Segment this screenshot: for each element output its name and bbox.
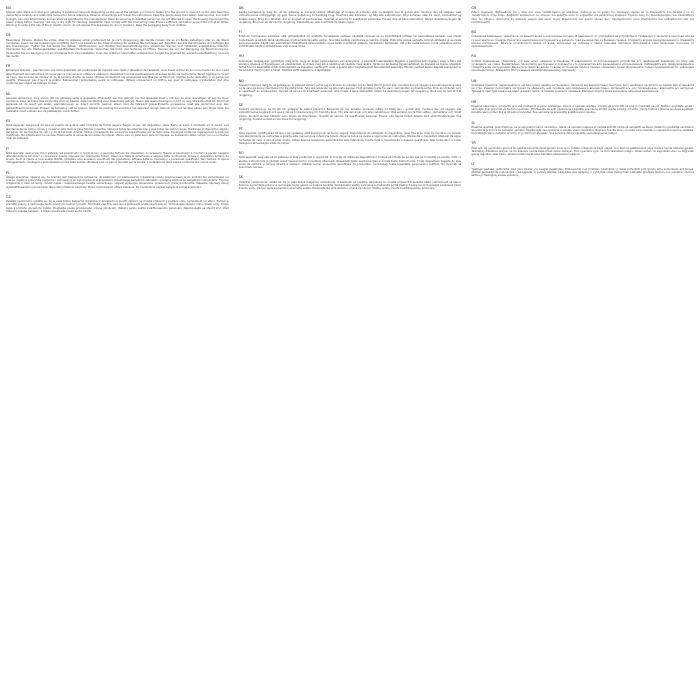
language-section	[471, 162, 694, 177]
section-text: Särskild anmärkning: Se till att din gateway är säkert placerad. Beroende på hur enheten används måste du fästa den i golvet eller montera den på väggen. Läs instruktionerna noggrant och spara denna bruksanvisning för framtida bruk. Följ alla varningar och alla instruktioner. Håll enheten borta från vatten, värmekällor och direkt solljus. Använd endast tillbehör som anges av tillverkaren. Överlåt all service till kvalificerad personal. Försök inte öppna höljet. Koppla bort strömförsörjningen före rengöring. Använd endast en torr trasa för rengöring.	[238, 108, 462, 121]
language-code: HU	[238, 54, 244, 59]
language-section	[471, 54, 694, 72]
language-code: SE	[238, 102, 243, 107]
section-text: Erityinen huomautus: varmista, että yhdyskäytävä on sijoitettu turvallisesti. Laitteen käytöstä riippuen se on kiinnitettävä lattiaan tai asennettava seinään. Lue ohjeet huolellisesti ja säilytä tämä käyttöopas myöhempää tarvetta varten. Noudata kaikkia varoituksia ja kaikkia ohjeita. Pidä laite poissa vedestä, lämmönlähteistä ja suorasta auringonvalosta. Käytä vain valmistajan määrittämiä lisävarusteita. Anna kaikki huoltotyöt pätevän henkilöstön tehtäväksi. Älä yritä avata koteloa. Irrota virtalähde ennen puhdistusta. Käytä puhdistukseen vain kuivaa liinaa.	[238, 35, 462, 49]
language-code: ES	[6, 119, 11, 124]
language-code: NO	[238, 78, 244, 83]
section-text: Особлива примітка: переконайтеся, що ваш шлюз надійно встановлено. Залежно від використання пристрою його необхідно закріпити на підлозі або встановити на стіні. Уважно прочитайте інструкції та збережіть цей посібник для подальшого використання. Дотримуйтесь усіх попереджень і виконуйте всі інструкції. Тримайте пристрій подалі від води, джерел тепла та прямих сонячних променів. Використовуйте лише аксесуари, зазначені виробником.	[471, 83, 695, 94]
language-section	[6, 64, 229, 85]
section-text: Uwaga specjalna: upewnij się, że bramka jest bezpiecznie ustawiona. W zależności od zastosowania urządzenia należy przymocować je do podłoża lub zamontować na ścianie. Uważnie przeczytaj instrukcję i zachowaj ją do wykorzystania w przyszłości. Przestrzegaj wszystkich ostrzeżeń i postępuj zgodnie ze wszystkimi instrukcjami. Trzymaj urządzenie z dala od wody, źródeł ciepła i bezpośredniego światła słonecznego. Używaj wyłącznie akcesoriów określonych przez producenta. Wszelkie naprawy zlecaj wykwalifikowanemu personelowi. Nie próbuj otwierać obudowy. Przed czyszczeniem odłącz zasilanie. Do czyszczenia używaj wyłącznie suchej ściereczki.	[6, 175, 229, 189]
language-code: NL	[6, 91, 11, 96]
section-text: Speciale opmerking: zorg ervoor dat uw gateway veilig is geplaatst. Afhankelijk van het gebruik van het apparaat moet u het aan de vloer bevestigen of aan de muur monteren. Lees de instructies zorgvuldig door en bewaar deze handleiding voor toekomstig gebruik. Neem alle waarschuwingen in acht en volg alle instructies op. Houd het apparaat uit de buurt van water, warmtebronnen en direct zonlicht. Gebruik alleen door de fabrikant gespecificeerde accessoires. Laat alle onderhoud over aan gekwalificeerd personeel. Probeer de behuizing niet te openen. Koppel de voeding los voordat u het apparaat reinigt. Gebruik voor het reinigen alleen een droge doek. De installatie moet voldoen aan de plaatselijke voorschriften.	[6, 96, 229, 113]
section-text: Ypatinga pastaba: įsitikinkite, kad jūsų šliuzas yra saugiai pastatytas. Priklausomai nuo prietaiso naudojimo, jį reikia pritvirtinti prie grindų arba sumontuoti ant sienos. Atidžiai perskaitykite instrukcijas ir išsaugokite šį vadovą ateičiai. Laikykitės visų įspėjimų ir vykdykite visas instrukcijas. Laikykite prietaisą atokiau nuo vandens, šilumos šaltinių ir tiesioginių saulės spindulių.	[471, 167, 695, 178]
section-text: Posebna opomba: prepričajte se, da je vaš prehod varno nameščen. Glede na uporabo naprave jo morate pritrditi na tla ali namestiti na steno. Natančno preberite navodila in shranite ta priročnik za poznejšo uporabo. Upoštevajte vsa opozorila in sledite vsem navodilom. Napravo hranite stran od vode, virov toplote in neposredne sončne svetlobe. Uporabljajte samo dodatno opremo, ki jo določi proizvajalec. Vsa servisna dela prepustite usposobljenemu osebju.	[471, 125, 695, 136]
language-code: BG	[471, 30, 477, 35]
section-text: Nota especial: asegúrese de que su puerta de enlace esté colocada de forma segura. Según el uso del dispositivo, debe fijarlo al suelo o montarlo en la pared. Lea atentamente las instrucciones y conserve este manual para futuras consultas. Observe todas las advertencias y siga todas las instrucciones. Mantenga el dispositivo alejado del agua, de las fuentes de calor y de la luz solar directa. Utilice únicamente los accesorios especificados por el fabricante. Encargue todas las reparaciones a personal cualificado. No intente abrir la carcasa. Desconecte la alimentación antes de limpiar. Utilice solo un paño seco para la limpieza. La instalación debe cumplir con la normativa local de cableado.	[6, 124, 229, 141]
section-text: Besonderer Hinweis: Stellen Sie sicher, dass Ihr Gateway sicher positioniert ist. Je nach Verwendung des Geräts müssen Sie es am Boden befestigen oder an der Wand montieren. Lesen Sie die Anweisungen sorgfältig durch und bewahren Sie diese Anleitung für späteres Nachschlagen auf. Beachten Sie alle Warnhinweise und befolgen Sie alle Anweisungen. Halten Sie das Gerät von Wasser, Wärmequellen und direkter Sonneneinstrahlung fern. Verwenden Sie nur vom Hersteller angegebenes Zubehör. Überlassen Sie alle Wartungsarbeiten qualifiziertem Fachpersonal. Versuchen Sie nicht, das Gehäuse zu öffnen. Trennen Sie vor der Reinigung die Stromversorgung. Verwenden Sie zur Reinigung nur ein trockenes Tuch. Die Installation muss den örtlichen Vorschriften entsprechen. Sorgen Sie jederzeit für ausreichende Belüftung rund um das Gerät.	[6, 38, 229, 58]
section-text: Специална забележка: уверете се, че вашият шлюз е разположен сигурно. В зависимост от употребата на устройството трябва да го закрепите към пода или да го монтирате на стената. Прочетете внимателно инструкциите и запазете това ръководство за бъдеща справка. Спазвайте всички предупреждения и следвайте всички инструкции. Дръжте устройството далеч от вода, източници на топлина и пряка слънчева светлина. Използвайте само аксесоари, посочени от производителя.	[471, 35, 695, 49]
language-section	[239, 6, 462, 24]
language-section	[239, 175, 462, 190]
section-text: Zvláštní upozornění: ujistěte se, že je vaše brána bezpečně umístěna. V závislosti na použití zařízení jej musíte připevnit k podlaze nebo namontovat na stěnu. Pečlivě si přečtěte pokyny a uschovejte tento návod pro budoucí použití. Dodržujte všechna varování a postupujte podle všech pokynů. Uchovávejte zařízení mimo dosah vody, zdrojů tepla a přímého slunečního světla. Používejte pouze příslušenství určené výrobcem. Veškerý servis svěřte kvalifikovanému personálu. Nepokoušejte se otevřít kryt. Před čištěním odpojte napájení. K čištění používejte pouze suchý hadřík.	[6, 200, 229, 213]
section-text: Különleges megjegyzés: győződjön meg arról, hogy az átjáró biztonságosan van elhelyezve. A készülék használatától függően a padlóhoz kell rögzíteni vagy a falra kell szerelni. Olvassa el figyelmesen az utasításokat, és őrizze meg ezt a kézikönyvet későbbi használatra. Tartsa be az összes figyelmeztetést, és kövesse az összes utasítást. Tartsa távol a készüléket víztől, hőforrásoktól és közvetlen napfénytől. Csak a gyártó által meghatározott tartozékokat használja. Minden javítást bízzon képzett szakemberre. Ne próbálja meg kinyitni a házat. Tisztítás előtt válassza le a tápellátást.	[238, 59, 462, 73]
language-code: PL	[6, 170, 10, 175]
section-text: Ειδική σημείωση: Βεβαιωθείτε ότι η πύλη σας είναι τοποθετημένη με ασφάλεια. Ανάλογα με τη χρήση της συσκευής, πρέπει να τη στερεώσετε στο δάπεδο ή να τη τοποθετήσετε στον τοίχο. Διαβάστε προσεκτικά τις οδηγίες και φυλάξτε αυτό το εγχειρίδιο για μελλοντική αναφορά. Τηρείτε όλες τις προειδοποιήσεις και ακολουθείτε όλες τις οδηγίες. Κρατήστε τη συσκευή μακριά από νερό, πηγές θερμότητας και άμεσο ηλιακό φως. Χρησιμοποιείτε μόνο εξαρτήματα που καθορίζονται από τον κατασκευαστή.	[471, 11, 695, 24]
language-code: TR	[471, 141, 476, 146]
language-section	[239, 127, 462, 145]
language-code: CZ	[6, 194, 11, 199]
language-code: UA	[471, 78, 477, 83]
language-code: PT	[238, 127, 243, 132]
language-code: DE	[6, 33, 11, 38]
language-section	[6, 6, 229, 27]
language-section	[239, 151, 462, 169]
language-code: LT	[471, 162, 475, 167]
language-section	[6, 147, 229, 165]
section-text: Posebna napomena: provjerite je li vaš pristupnik sigurno postavljen. Ovisno o uporabi uređaja, morate ga pričvrstiti za pod ili montirati na zid. Pažljivo pročitajte upute i sačuvajte ovaj priručnik za buduću upotrebu. Pridržavajte se svih upozorenja i slijedite sve upute. Držite uređaj podalje od vode, izvora topline i izravne sunčeve svjetlosti. Koristite samo pribor koji je odredio proizvođač. Sve servisiranje prepustite kvalificiranom osoblju.	[471, 104, 695, 115]
section-text: Özel not: Ağ geçidinizin güvenli bir şekilde konumlandırıldığından emin olun. Cihazın kullanımına bağlı olarak, onu zemine sabitlemeniz veya duvara monte etmeniz gerekir. Talimatları dikkatlice okuyun ve bu kılavuzu ileride başvurmak üzere saklayın. Tüm uyarılara uyun ve tüm talimatları izleyin. Cihazı sudan, ısı kaynaklarından ve doğrudan güneş ışığından uzak tutun. Yalnızca üretici tarafından belirtilen aksesuarları kullanın.	[471, 146, 695, 157]
text-column-1	[6, 6, 229, 694]
language-section	[471, 30, 694, 48]
language-section	[239, 30, 462, 48]
language-section	[6, 195, 229, 213]
language-code: SK	[238, 175, 244, 180]
language-code: RU	[471, 54, 477, 59]
language-code: HR	[471, 99, 477, 104]
language-section	[471, 121, 694, 136]
language-section	[6, 92, 229, 113]
section-text: Særlig bemærkning: Sørg for, at din gateway er placeret sikkert. Afhængigt af brugen af enheden skal du fastgøre den til gulvet eller montere den på væggen. Læs instruktionerne omhyggeligt, og gem denne vejledning til fremtidig brug. Overhold alle advarsler, og følg alle instruktioner. Hold enheden væk fra vand, varmekilder og direkte sollys. Brug kun tilbehør, der er angivet af producenten. Overlad al service til kvalificeret personale. Forsøg ikke at åbne kabinettet. Afbryd strømforsyningen før rengøring. Brug kun en tør klud til rengøring. Installationen skal overholde de lokale regler.	[238, 11, 462, 24]
language-code: SI	[471, 120, 475, 125]
section-text: Особое примечание: убедитесь, что ваш шлюз надежно установлен. В зависимости от использования устройства его необходимо закрепить на полу или установить на стене. Внимательно прочитайте инструкции и сохраните это руководство для дальнейшего использования. Соблюдайте все предупреждения и следуйте всем инструкциям. Держите устройство вдали от воды, источников тепла и прямых солнечных лучей. Используйте только принадлежности, указанные производителем. Доверяйте обслуживание квалифицированному персоналу.	[471, 59, 695, 73]
language-section	[239, 79, 462, 97]
section-text: Osobitné upozornenie: uistite sa, že je vaša brána bezpečne umiestnená. V závislosti od použitia zariadenia ho musíte pripevniť k podlahe alebo namontovať na stenu. Pozorne si prečítajte pokyny a uschovajte tento návod na budúce použitie. Dodržiavajte všetky varovania a postupujte podľa všetkých pokynov. Uchovávajte zariadenie mimo dosahu vody, zdrojov tepla a priameho slnečného svetla. Používajte iba príslušenstvo určené výrobcom. Všetky opravy zverte kvalifikovanému personálu.	[238, 180, 462, 191]
language-code: RO	[238, 151, 244, 156]
language-code: EN	[6, 6, 11, 10]
language-section	[6, 171, 229, 189]
text-column-3	[471, 6, 694, 694]
language-section	[471, 6, 694, 24]
language-code: FI	[238, 30, 242, 35]
language-section	[239, 103, 462, 121]
section-text: Nota especial: certifique-se de que o seu gateway está posicionado de forma segura. Dependendo da utilização do dispositivo, deve fixá-lo ao chão ou montá-lo na parede. Leia atentamente as instruções e guarde este manual para referência futura. Observe todos os avisos e siga todas as instruções. Mantenha o dispositivo afastado da água, de fontes de calor e da luz solar direta. Utilize apenas acessórios especificados pelo fabricante. Confie toda a manutenção a pessoal qualificado. Não tente abrir a caixa. Desligue a alimentação antes de limpar.	[238, 132, 462, 145]
section-text: Remarque spéciale : assurez-vous que votre passerelle est positionnée de manière sûre. Selon l'utilisation de l'appareil, vous devez le fixer au sol ou le monter au mur. Lisez attentivement les instructions et conservez ce manuel pour référence ultérieure. Respectez tous les avertissements et suivez toutes les instructions. Tenez l'appareil à l'écart de l'eau, des sources de chaleur et de la lumière directe du soleil. Utilisez uniquement les accessoires spécifiés par le fabricant. Confiez toute réparation à un personnel qualifié. N'essayez pas d'ouvrir le boîtier. Débranchez l'alimentation avant le nettoyage. Utilisez uniquement un chiffon sec pour le nettoyage. L'installation doit être conforme aux règles de câblage locales.	[6, 69, 229, 86]
language-section	[239, 54, 462, 72]
language-section	[6, 119, 229, 140]
language-section	[471, 79, 694, 94]
section-text: Special note: Make sure that your gateway is positioned securely. Depending on the use of the gadget, you have to fasten it to the ground or mount it on the wall. Read the instructions carefully and retain this manual for future reference. Observe all warnings and follow the instructions. Keep the device away from water, heat sources, and direct sunlight. Use only attachments and accessories specified by the manufacturer. Refer all servicing to qualified personnel. Do not attempt to open the housing. Disconnect the power supply before cleaning. Use only a dry cloth for cleaning. Installation must comply with the local wiring rules. Ensure sufficient ventilation around the unit at all times. Warning: to reduce the risk of fire or electric shock, do not expose this apparatus to rain or moisture. Keep the packaging away from children.	[6, 11, 229, 28]
language-section	[6, 33, 229, 58]
manual-page	[6, 6, 694, 694]
language-code: DK	[238, 6, 244, 10]
language-section	[471, 100, 694, 115]
language-section	[471, 141, 694, 156]
language-code: IT	[6, 146, 10, 151]
section-text: Notă specială: asigurați-vă că gateway-ul este poziționat în siguranță. În funcție de utilizarea dispozitivului, trebuie să îl fixați pe podea sau să îl montați pe perete. Citiți cu atenție instrucțiunile și păstrați acest manual pentru consultare ulterioară. Respectați toate avertismentele și urmați toate instrucțiunile. Țineți dispozitivul departe de apă, surse de căldură și lumina directă a soarelui. Utilizați numai accesoriile specificate de producător. Încredințați toate reparațiile personalului calificat. Nu încercați să deschideți carcasa.	[238, 156, 462, 170]
text-column-2	[239, 6, 462, 694]
language-code: GR	[471, 6, 477, 10]
language-code: FR	[6, 64, 11, 69]
section-text: Spesiell merknad: Sørg for at gatewayen er plassert sikkert. Avhengig av bruken av enheten må du feste den til gulvet eller montere den på veggen. Les instruksjonene nøye og ta vare på denne håndboken for fremtidig bruk. Følg alle advarsler og alle instruksjoner. Hold enheten borte fra vann, varmekilder og direkte sollys. Bruk kun tilbehør som er spesifisert av produsenten. Overlat all service til kvalifisert personell. Ikke forsøk å åpne kabinettet. Koble fra strømforsyningen før rengjøring. Bruk kun en tørr klut til rengjøring.	[238, 83, 462, 97]
section-text: Nota speciale: assicurarsi che il gateway sia posizionato in modo sicuro. A seconda dell'uso del dispositivo, è necessario fissarlo al pavimento o montarlo a parete. Leggere attentamente le istruzioni e conservare questo manuale per riferimento futuro. Osservare tutte le avvertenze e seguire tutte le istruzioni. Tenere il dispositivo lontano da acqua, fonti di calore e luce solare diretta. Utilizzare solo accessori specificati dal produttore. Affidare tutte le riparazioni a personale qualificato. Non tentare di aprire l'alloggiamento. Scollegare l'alimentazione prima della pulizia. Utilizzare solo un panno asciutto per la pulizia. L'installazione deve essere conforme alle norme locali.	[6, 151, 229, 165]
